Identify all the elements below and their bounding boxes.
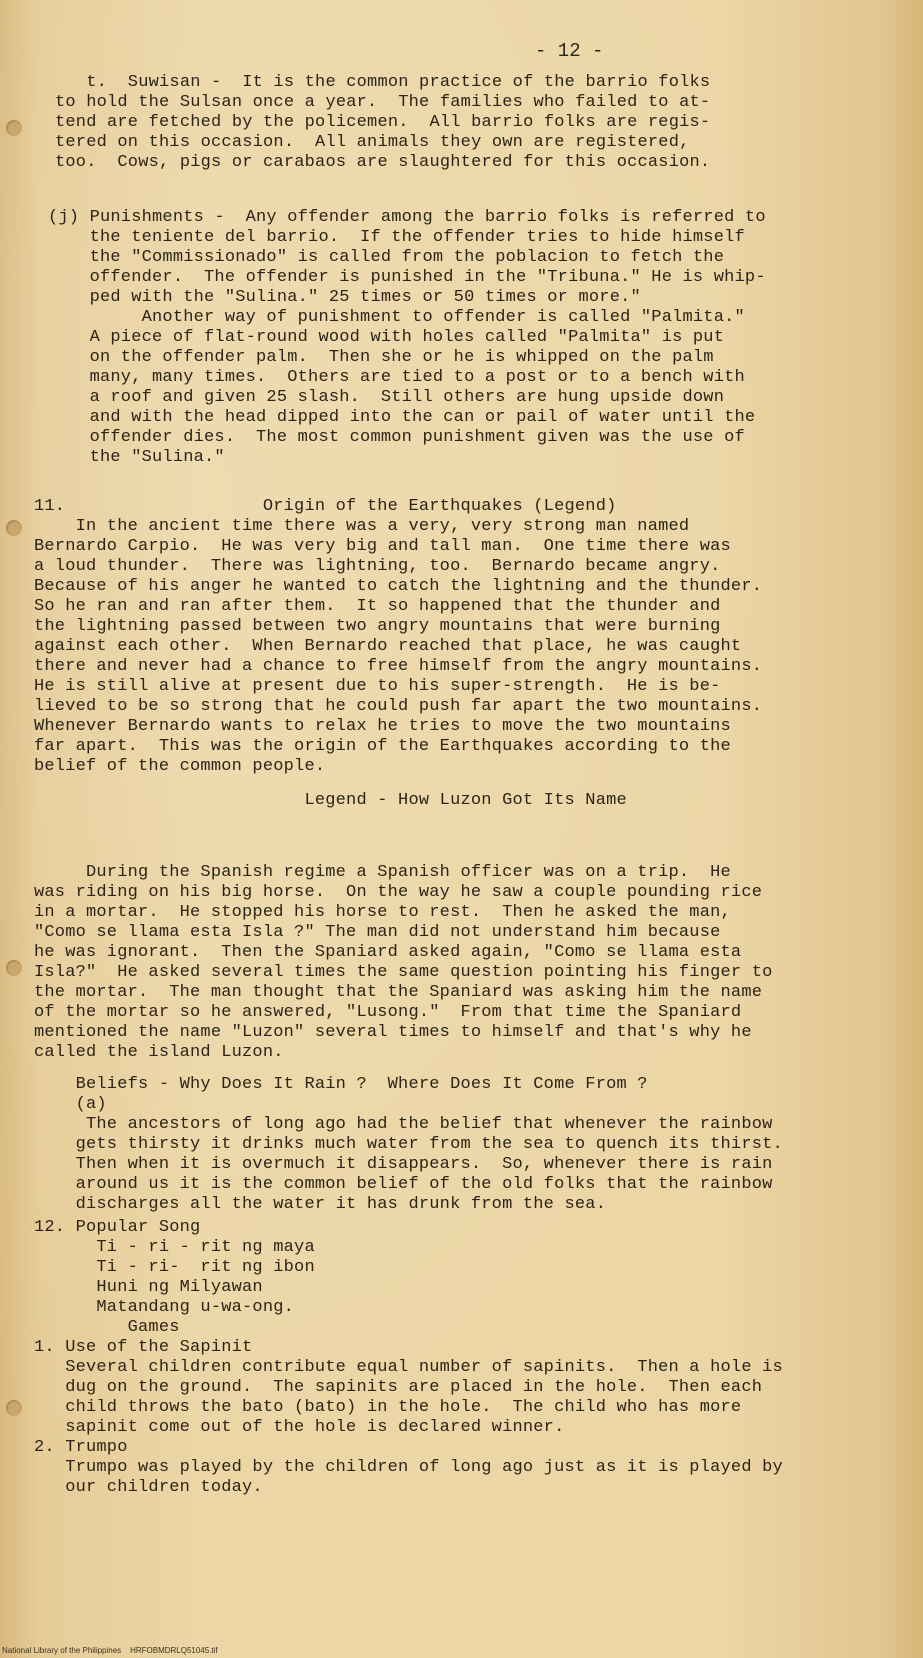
text-line: t. Suwisan - It is the common practice of the barrio folks [55, 73, 711, 92]
text-line: Legend - How Luzon Got Its Name [34, 791, 627, 810]
text-line: 11. Origin of the Earthquakes (Legend) [34, 497, 617, 516]
text-line: the "Sulina." [48, 448, 225, 467]
text-line: the "Commissionado" is called from the poblacion to fetch the [48, 248, 725, 267]
text-line: Trumpo was played by the children of long ago just as it is played by [34, 1458, 783, 1477]
text-line: 2. Trumpo [34, 1438, 128, 1457]
text-line: against each other. When Bernardo reached that place, he was caught [34, 637, 742, 656]
punch-hole [6, 120, 22, 136]
text-line: Ti - ri- rit ng ibon [34, 1258, 315, 1277]
text-line: many, many times. Others are tied to a post or to a bench with [48, 368, 745, 387]
text-line: In the ancient time there was a very, very strong man named [34, 517, 690, 536]
text-line: Bernardo Carpio. He was very big and tall man. One time there was [34, 537, 731, 556]
text-line: too. Cows, pigs or carabaos are slaughtered for this occasion. [55, 153, 711, 172]
text-line: Because of his anger he wanted to catch the lightning and the thunder. [34, 577, 763, 596]
text-line: The ancestors of long ago had the belief that whenever the rainbow [34, 1115, 773, 1134]
binder-margin [6, 0, 28, 1658]
text-line: of the mortar so he answered, "Lusong." From that time the Spaniard [34, 1003, 742, 1022]
text-line: tered on this occasion. All animals they own are registered, [55, 133, 690, 152]
text-line: Another way of punishment to offender is called "Palmita." [48, 308, 745, 327]
text-line: the teniente del barrio. If the offender tries to hide himself [48, 228, 745, 247]
text-line: to hold the Sulsan once a year. The families who failed to at- [55, 93, 711, 112]
text-line: (a) [34, 1095, 107, 1114]
text-line: mentioned the name "Luzon" several times to himself and that's why he [34, 1023, 752, 1042]
paragraph-earthquake-legend [34, 497, 762, 777]
punch-hole [6, 960, 22, 976]
text-line: Then when it is overmuch it disappears. So, whenever there is rain [34, 1155, 773, 1174]
text-line: Several children contribute equal number of sapinits. Then a hole is [34, 1358, 783, 1377]
text-line: Beliefs - Why Does It Rain ? Where Does It Come From ? [34, 1075, 648, 1094]
text-line: ped with the "Sulina." 25 times or 50 times or more." [48, 288, 641, 307]
text-line: (j) Punishments - Any offender among the barrio folks is referred to [48, 208, 766, 227]
text-line: Matandang u-wa-ong. [34, 1298, 295, 1317]
text-line: was riding on his big horse. On the way he saw a couple pounding rice [34, 883, 763, 902]
text-line: child throws the bato (bato) in the hole. The child who has more [34, 1398, 742, 1417]
page-number: - 12 - [535, 40, 604, 62]
text-line: called the island Luzon. [34, 1043, 284, 1062]
text-line: the mortar. The man thought that the Spaniard was asking him the name [34, 983, 763, 1002]
paragraph-beliefs-rain [34, 1075, 783, 1215]
text-line: He is still alive at present due to his super-strength. He is be- [34, 677, 721, 696]
text-line: far apart. This was the origin of the Earthquakes according to the [34, 737, 731, 756]
paragraph-luzon-legend [34, 863, 773, 1063]
text-line: and with the head dipped into the can or pail of water until the [48, 408, 756, 427]
text-line: 1. Use of the Sapinit [34, 1338, 253, 1357]
text-line: discharges all the water it has drunk from the sea. [34, 1195, 607, 1214]
punch-hole [6, 520, 22, 536]
text-line: 12. Popular Song [34, 1218, 201, 1237]
punch-hole [6, 1400, 22, 1416]
text-line: "Como se llama esta Isla ?" The man did not understand him because [34, 923, 721, 942]
text-line: Isla?" He asked several times the same question pointing his finger to [34, 963, 773, 982]
text-line: around us it is the common belief of the old folks that the rainbow [34, 1175, 773, 1194]
text-line: in a mortar. He stopped his horse to rest. Then he asked the man, [34, 903, 731, 922]
text-line: gets thirsty it drinks much water from the sea to quench its thirst. [34, 1135, 783, 1154]
text-line: offender. The offender is punished in the "Tribuna." He is whip- [48, 268, 766, 287]
text-line: the lightning passed between two angry mountains that were burning [34, 617, 721, 636]
text-line: Games [34, 1318, 180, 1337]
text-line: Whenever Bernardo wants to relax he tries to move the two mountains [34, 717, 731, 736]
text-line: A piece of flat-round wood with holes called "Palmita" is put [48, 328, 725, 347]
text-line: belief of the common people. [34, 757, 326, 776]
text-line: tend are fetched by the policemen. All barrio folks are regis- [55, 113, 711, 132]
text-line: lieved to be so strong that he could push far apart the two mountains. [34, 697, 763, 716]
text-line: our children today. [34, 1478, 263, 1497]
paragraph-punishments [48, 208, 766, 468]
text-line: sapinit come out of the hole is declared winner. [34, 1418, 565, 1437]
text-line: a loud thunder. There was lightning, too. Bernardo became angry. [34, 557, 721, 576]
text-line: Ti - ri - rit ng maya [34, 1238, 315, 1257]
paragraph-suwisan [55, 73, 710, 173]
text-line: there and never had a chance to free himself from the angry mountains. [34, 657, 763, 676]
footer-source: National Library of the Philippines HRFOBMDRLQ51045.tif [2, 1646, 218, 1655]
text-line: Huni ng Milyawan [34, 1278, 263, 1297]
text-line: offender dies. The most common punishment given was the use of [48, 428, 745, 447]
text-line: on the offender palm. Then she or he is whipped on the palm [48, 348, 714, 367]
text-line: a roof and given 25 slash. Still others are hung upside down [48, 388, 725, 407]
text-line: dug on the ground. The sapinits are placed in the hole. Then each [34, 1378, 763, 1397]
heading-luzon-legend [34, 791, 627, 811]
text-line: So he ran and ran after them. It so happened that the thunder and [34, 597, 721, 616]
paragraph-song-and-games [34, 1218, 783, 1498]
text-line: he was ignorant. Then the Spaniard asked again, "Como se llama esta [34, 943, 742, 962]
text-line: During the Spanish regime a Spanish officer was on a trip. He [34, 863, 731, 882]
